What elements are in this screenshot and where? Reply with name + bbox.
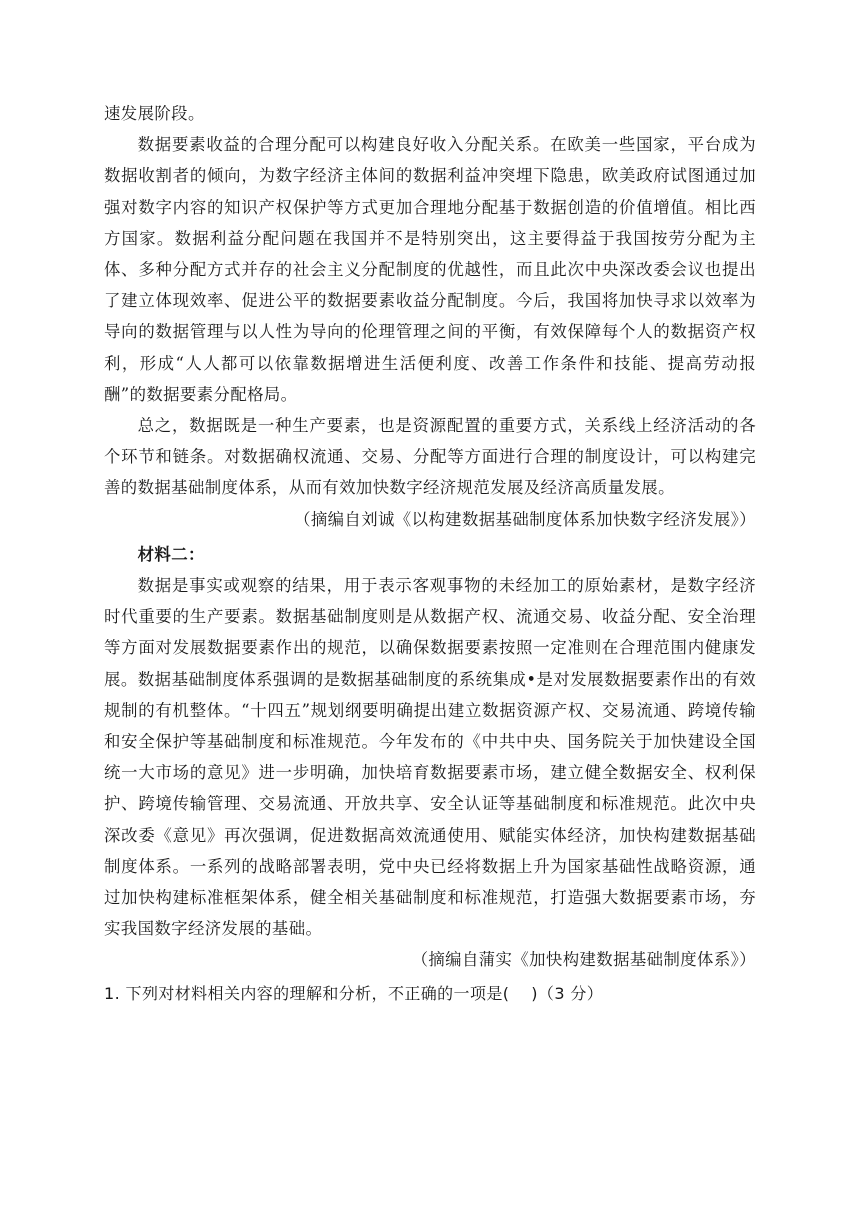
source-citation-2: （摘编自蒲实《加快构建数据基础制度体系》）	[411, 950, 756, 970]
document-page	[104, 98, 756, 1009]
lead-in-line: 速发展阶段。	[104, 104, 205, 123]
material-2-heading: 材料二：	[137, 544, 205, 564]
paragraph-conclusion: 总之，数据既是一种生产要素，也是资源配置的重要方式，关系线上经济活动的各个环节和链条。对数据确权流通、交易、分配等方面进行合理的制度设计，可以构建完善的数据基础制度体系，从而有效加快数字经济规范发展及经济高质量发展。	[104, 416, 756, 498]
source-citation-1: （摘编自刘诚《以构建数据基础制度体系加快数字经济发展》）	[294, 509, 756, 529]
paragraph-data-definition: 数据是事实或观察的结果，用于表示客观事物的未经加工的原始素材，是数字经济时代重要的生产要素。数据基础制度则是从数据产权、流通交易、收益分配、安全治理等方面对发展数据要素作出的规范，以确保数据要素按照一定准则在合理范围内健康发展。数据基础制度体系强调的是数据基础制度的系统集成•是对发展数据要素作出的有效规制的有机整体。“十四五”规划纲要明确提出建立数据资源产权、交易流通、跨境传输和安全保护等基础制度和标准规范。今年发布的《中共中央、国务院关于加快建设全国统一大市场的意见》进一步明确，加快培育数据要素市场，建立健全数据安全、权利保护、跨境传输管理、交易流通、开放共享、安全认证等基础制度和标准规范。此次中央深改委《意见》再次强调，促进数据高效流通使用、赋能实体经济，加快构建数据基础制度体系。一系列的战略部署表明，党中央已经将数据上升为国家基础性战略资源，通过加快构建标准框架体系，健全相关基础制度和标准规范，打造强大数据要素市场，夯实我国数字经济发展的基础。	[104, 576, 756, 939]
paragraph-income-distribution: 数据要素收益的合理分配可以构建良好收入分配关系。在欧美一些国家，平台成为数据收割者的倾向，为数字经济主体间的数据利益冲突埋下隐患，欧美政府试图通过加强对数字内容的知识产权保护等方式更加合理地分配基于数据创造的价值增值。相比西方国家。数据利益分配问题在我国并不是特别突出，这主要得益于我国按劳分配为主体、多种分配方式并存的社会主义分配制度的优越性，而且此次中央深改委会议也提出了建立体现效率、促进公平的数据要素收益分配制度。今后，我国将加快寻求以效率为导向的数据管理与以人性为导向的伦理管理之间的平衡，有效保障每个人的数据资产权利，形成“人人都可以依靠数据增进生活便利度、改善工作条件和技能、提高劳动报酬”的数据要素分配格局。	[104, 135, 756, 404]
question-1: 1. 下列对材料相关内容的理解和分析，不正确的一项是( )（3 分）	[104, 983, 604, 1003]
